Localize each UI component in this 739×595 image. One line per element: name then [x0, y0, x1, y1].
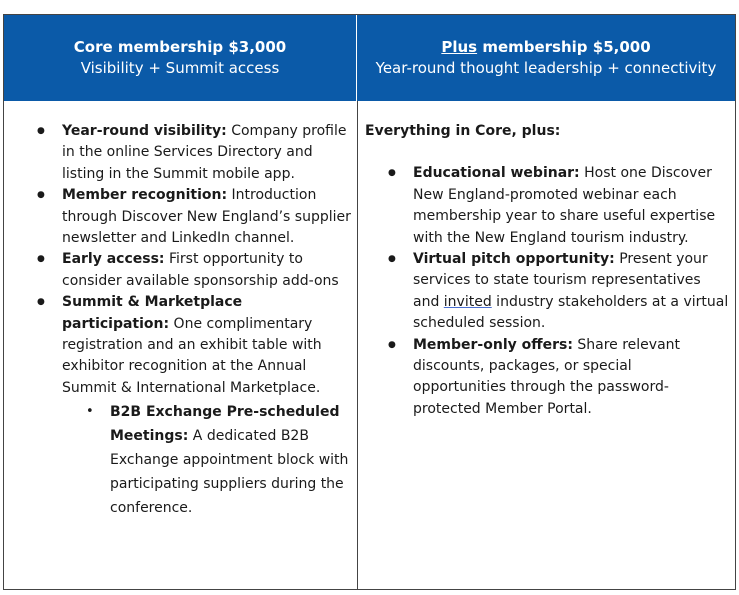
item-text: Introduction through Discover New England’s supplier newsletter and LinkedIn channel.	[62, 187, 351, 247]
marked-word: invited	[443, 293, 492, 310]
core-cell	[4, 101, 357, 520]
item-label: B2B Exchange Pre-scheduled Meetings:	[110, 404, 340, 445]
plus-title-rest: membership $5,000	[477, 38, 651, 56]
list-item	[4, 185, 351, 249]
membership-table	[3, 14, 736, 590]
item-label: Virtual pitch opportunity:	[413, 251, 615, 268]
plus-subtitle: Year-round thought leadership + connectivity	[375, 59, 717, 77]
core-subtitle: Visibility + Summit access	[80, 59, 280, 77]
item-text: One complimentary registration and an exhibit table with exhibitor recognition at the Annual Summit & International Marketplace.	[62, 315, 322, 396]
item-text: Share relevant discounts, packages, or special opportunities through the password-protected Member Portal.	[413, 336, 681, 417]
plus-title	[357, 37, 735, 57]
core-list	[4, 121, 351, 520]
item-label: Year-round visibility:	[62, 123, 227, 139]
plus-intro: Everything in Core, plus:	[365, 123, 561, 139]
item-label: Summit & Marketplace participation:	[62, 294, 243, 332]
item-text: industry stakeholders at a virtual scheduled session.	[413, 293, 729, 332]
list-item	[4, 121, 351, 185]
list-item	[365, 163, 729, 249]
sub-list-item	[4, 400, 351, 520]
list-item	[365, 249, 729, 335]
item-text: A dedicated B2B Exchange appointment block with participating suppliers during the conference.	[110, 428, 349, 517]
list-item	[365, 335, 729, 421]
core-header	[4, 15, 357, 101]
plus-title-emph: Plus	[441, 38, 478, 56]
item-text: Present your services to state tourism representatives and	[413, 251, 708, 310]
item-label: Early access:	[62, 251, 165, 268]
item-text: First opportunity to consider available sponsorship add-ons	[62, 251, 339, 289]
list-item	[4, 249, 351, 292]
item-label: Member-only offers:	[413, 336, 573, 353]
item-label: Member recognition:	[62, 187, 228, 204]
plus-list	[365, 163, 729, 420]
core-title: Core membership $3,000	[73, 38, 287, 56]
item-label: Educational webinar:	[413, 165, 580, 182]
list-item	[4, 292, 351, 520]
plus-header	[357, 15, 735, 101]
sub-list	[62, 400, 351, 520]
item-text: Host one Discover New England-promoted webinar each membership year to share useful expertise with the New England tourism industry.	[413, 165, 716, 246]
plus-cell	[358, 101, 735, 420]
item-text: Company profile in the online Services Directory and listing in the Summit mobile app.	[62, 123, 347, 182]
